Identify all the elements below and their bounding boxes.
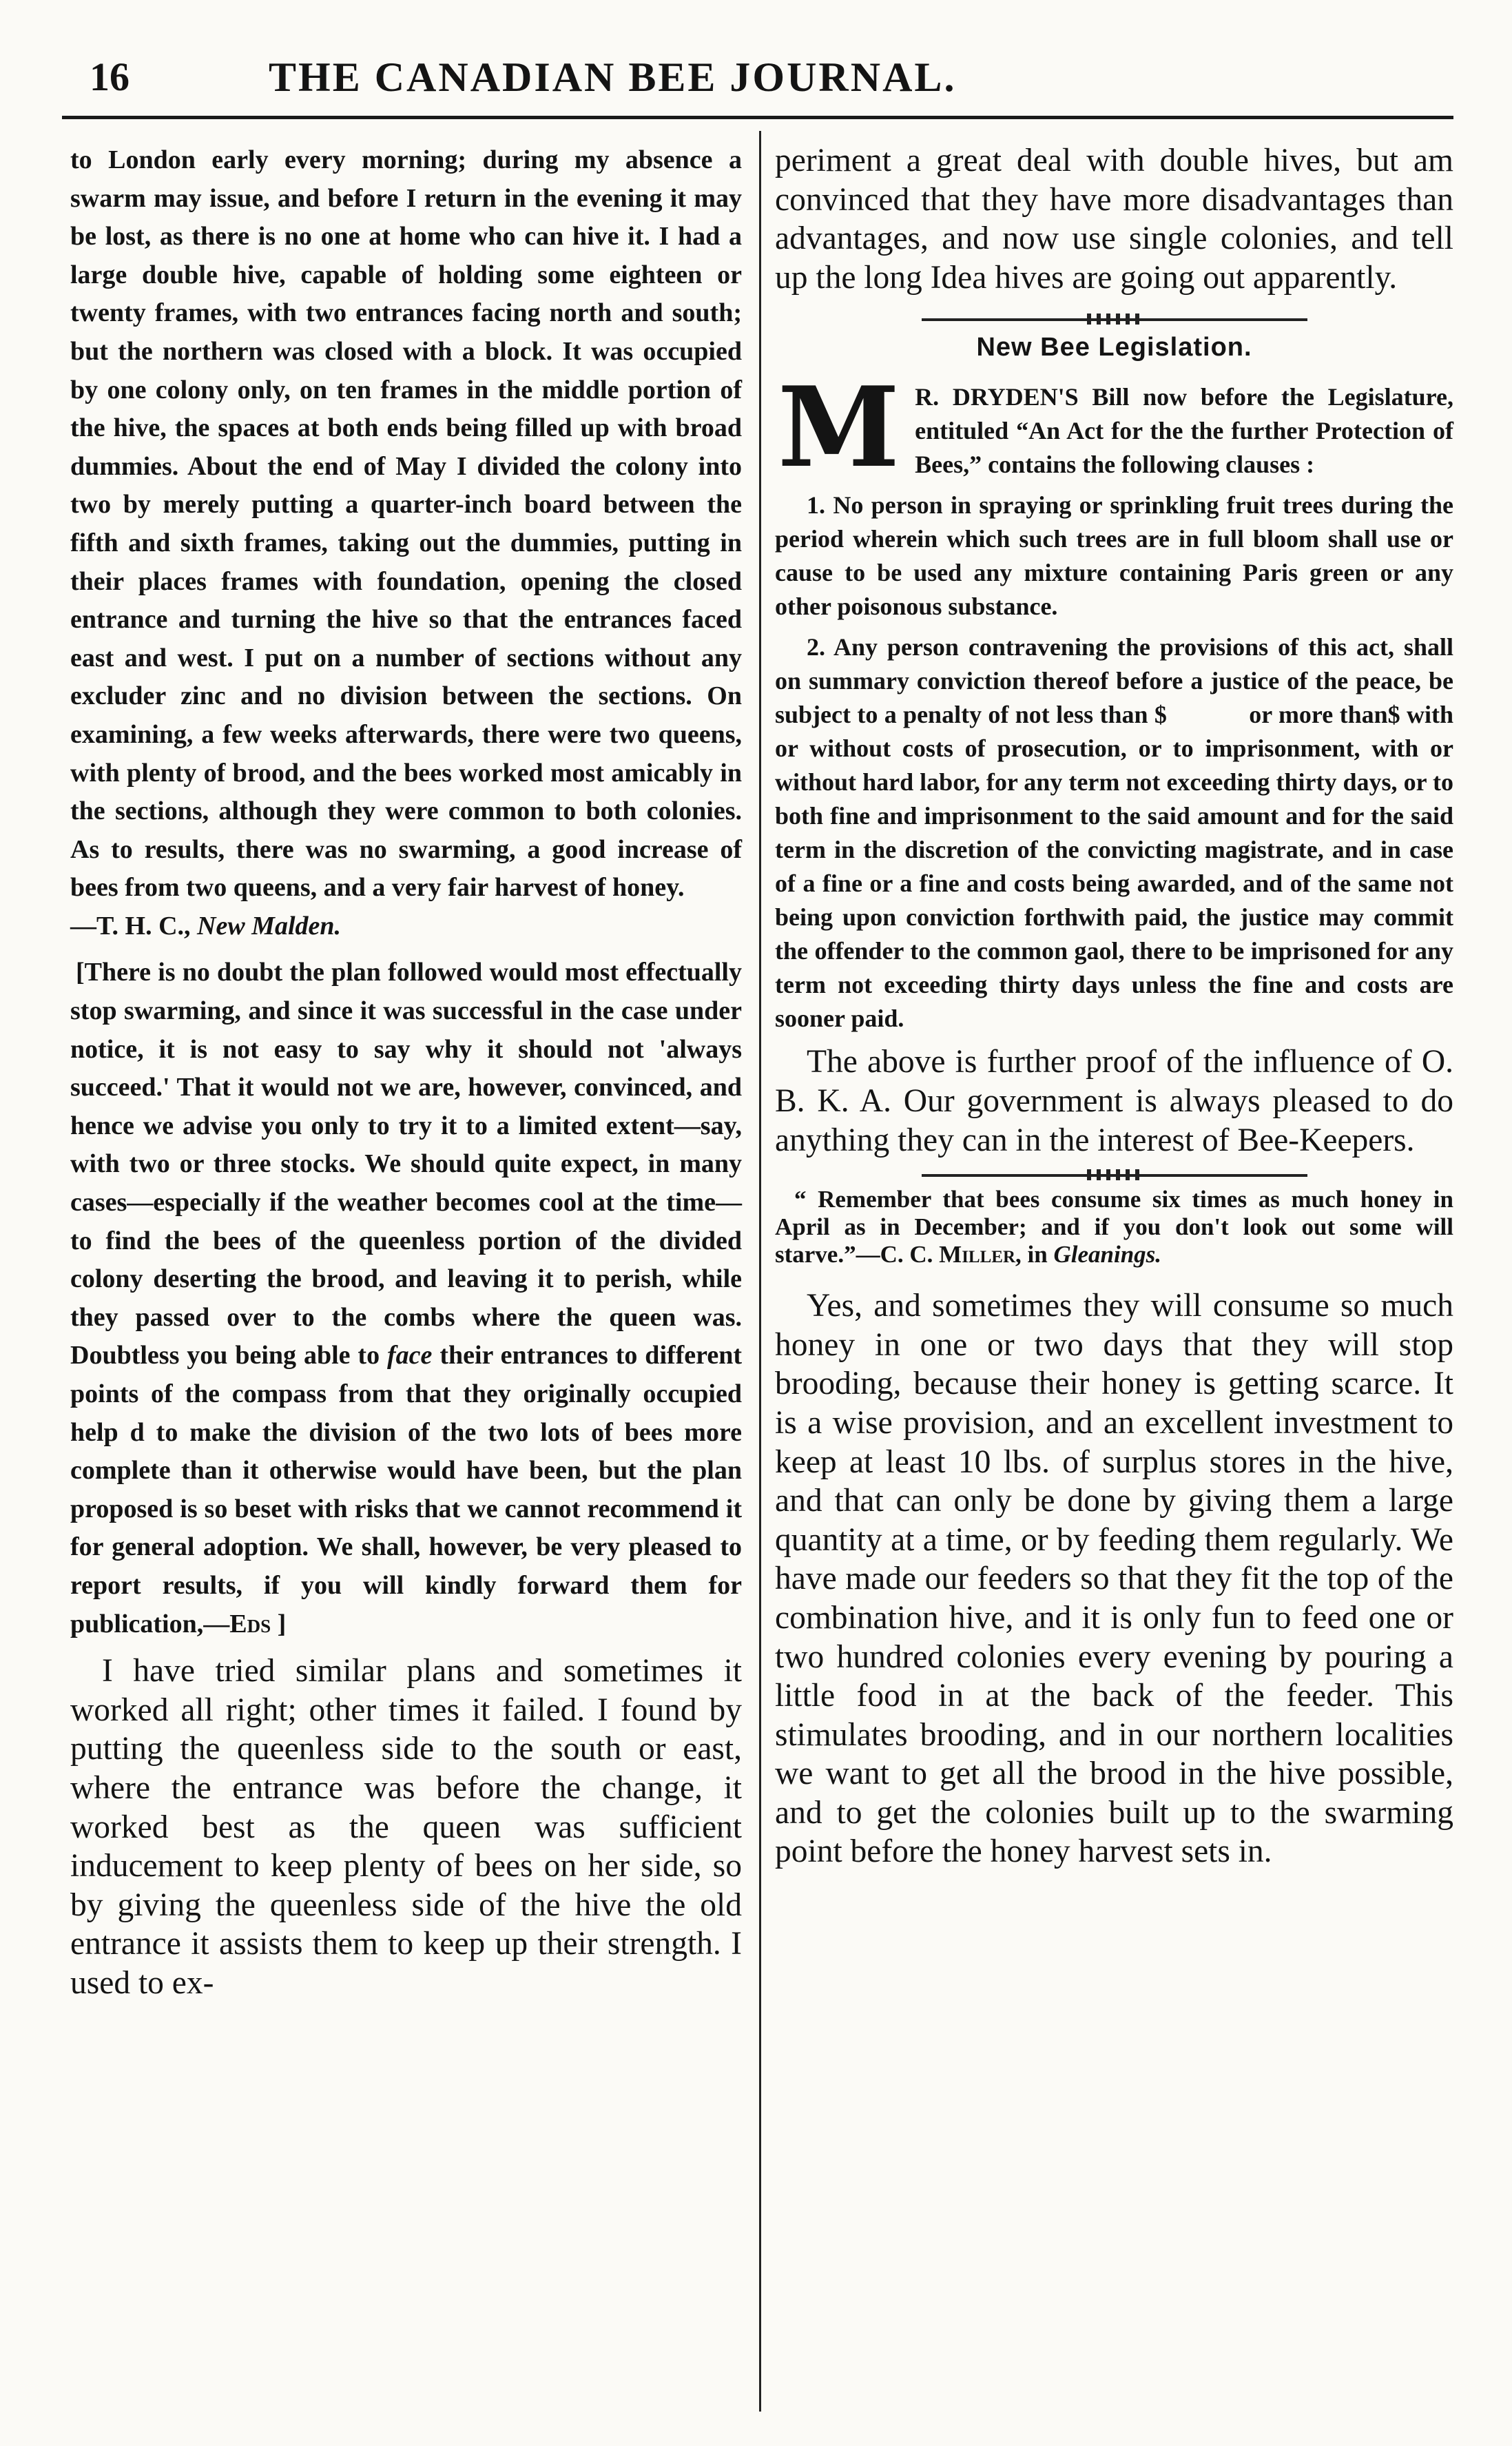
editors-note-text-a: [There is no doubt the plan followed would most effectually stop swarming, and since it was successful in the case under notice, it is not easy to say why it should not 'always succeed.' That it would not we are, however, convinced, and hence we advise you only to try it to a limited extent—say, with two or three stocks. We should quite expect, in many cases—especially if the weather becomes cool at the time—to find the bees of the queenless portion of the divided colony deserting the brood, and leaving it to perish, while they passed over to the combs where the queen was. Doubtless you being able to: [70, 958, 742, 1370]
journal-title: THE CANADIAN BEE JOURNAL.: [269, 54, 957, 100]
reply-paragraph: I have tried similar plans and sometimes it worked all right; other times it failed. I found by putting the queenless side to the south or east, where the entrance was before the change, it worked best as the queen was sufficient inducement to keep plenty of bees on her side, so by giving the queenless side of the hive the old entrance it assists them to keep up their strength. I used to ex-: [70, 1653, 742, 2001]
letter-signature-place: New Malden.: [197, 911, 342, 941]
quote-text: “ Remember that bees consume six times as much honey in April as in December; and if you don't look out some will starve.”—: [775, 1186, 1453, 1268]
final-paragraph: Yes, and sometimes they will consume so much honey in one or two days that they will stop brooding, because their honey is getting scarce. It is a wise provision, and an excellent investment to keep at least 10 lbs. of surplus stores in the hive, and that can only be done by giving them a large quantity at a time, or by feeding them regularly. We have made our feeders so that they fit the top of the combination hive, and it is only fun to feed one or two hundred colonies every evening by pouring a little food in at the back of the feeder. This stimulates brooding, and in our northern localities we want to get all the brood in the hive possible, and to get the colonies built up to the swarming point before the honey harvest sets in.: [775, 1288, 1453, 1870]
quote: [775, 1186, 1453, 1268]
right-column: [775, 141, 1453, 1880]
clause-2: [775, 630, 1453, 1036]
editors-note-face: face: [387, 1341, 433, 1370]
quote-author: C. C. Miller: [880, 1241, 1016, 1268]
column-divider: [759, 131, 761, 2412]
ornamental-rule: [775, 312, 1453, 325]
legislation-intro-text: R. DRYDEN'S Bill now before the Legislature, entituled “An Act for the the further Protection of Bees,” contains the following clauses :: [915, 383, 1453, 479]
letter-text: to London early every morning; during my absence a swarm may issue, and before I return in the evening it may be lost, as there is no one at home who can hive it. I had a large double hive, capable of holding some eighteen or twenty frames, with two entrances facing north and south; but the northern was closed with a block. It was occupied by one colony only, on ten frames in the middle portion of the hive, the spaces at both ends being filled up with broad dummies. About the end of May I divided the colony into two by merely putting a quarter-inch board between the fifth and sixth frames, taking out the dummies, putting in their places frames with foundation, opening the closed entrance and turning the hive so that the entrances faced east and west. I put on a number of sections without any excluder zinc and no division between the sections. On examining, a few weeks afterwards, there were two queens, with plenty of brood, and the bees worked most amicably in the sections, although they were common to both colonies. As to results, there was no swarming, a good increase of bees from two queens, and a very fair harvest of honey.: [70, 145, 742, 903]
obka-paragraph: The above is further proof of the influence of O. B. K. A. Our government is always pleased to do anything they can in the interest of Bee-Keepers.: [775, 1044, 1453, 1158]
letter-paragraph: [70, 141, 742, 945]
quote-source: Gleanings.: [1053, 1241, 1162, 1268]
legislation-intro: [775, 362, 1453, 493]
left-column: [70, 141, 742, 2011]
reply-continuation: periment a great deal with double hives, but am convinced that they have more disadvantages than advantages, and now use single colonies, and tell up the long Idea hives are going out apparently.: [775, 143, 1453, 296]
editors-note: [70, 954, 742, 1643]
editors-note-text-b: their entrances to different points of the compass from that they originally occupied help d to make the division of the two lots of bees more complete than it otherwise would have been, but the plan proposed is so beset with risks that we cannot recommend it for general adoption. We shall, however, be very pleased to report results, if you will kindly forward them for publication,—: [70, 1341, 743, 1638]
page-number: 16: [90, 54, 130, 99]
clause-1: 1. No person in spraying or sprinkling fruit trees during the period wherein which such trees are in full bloom shall use or cause to be used any mixture containing Paris green or any other poisonous substance.: [775, 491, 1453, 621]
page-header: [62, 48, 1450, 110]
ornamental-rule-2: [775, 1168, 1453, 1180]
clause-2-text-b: or more than$: [1242, 701, 1400, 729]
letter-signature-prefix: —T. H. C.,: [70, 911, 198, 941]
clause-2-text-a: 2. Any person contravening the provisions of this act, shall on summary conviction thereof before a justice of the peace, be subject to a penalty of not less than $: [775, 633, 1453, 729]
editors-note-end: ]: [271, 1609, 287, 1638]
clause-2-text-c: with or without costs of prosecution, or to imprisonment, with or without hard labor, for any term not exceeding thirty days, or to both fine and imprisonment to the said amount and for the said term in the discretion of the convicting magistrate, and in case of a fine or a fine and costs being awarded, and of the same not being upon conviction forthwith paid, the justice may commit the offender to the common gaol, there to be imprisoned for any term not exceeding thirty days unless the fine and costs are sooner paid.: [775, 701, 1453, 1033]
section-title: New Bee Legislation.: [976, 333, 1252, 362]
drop-cap: M: [778, 362, 900, 493]
quote-in: , in: [1015, 1241, 1054, 1268]
editors-note-eds: Eds: [229, 1609, 271, 1638]
header-rule: [62, 116, 1453, 119]
